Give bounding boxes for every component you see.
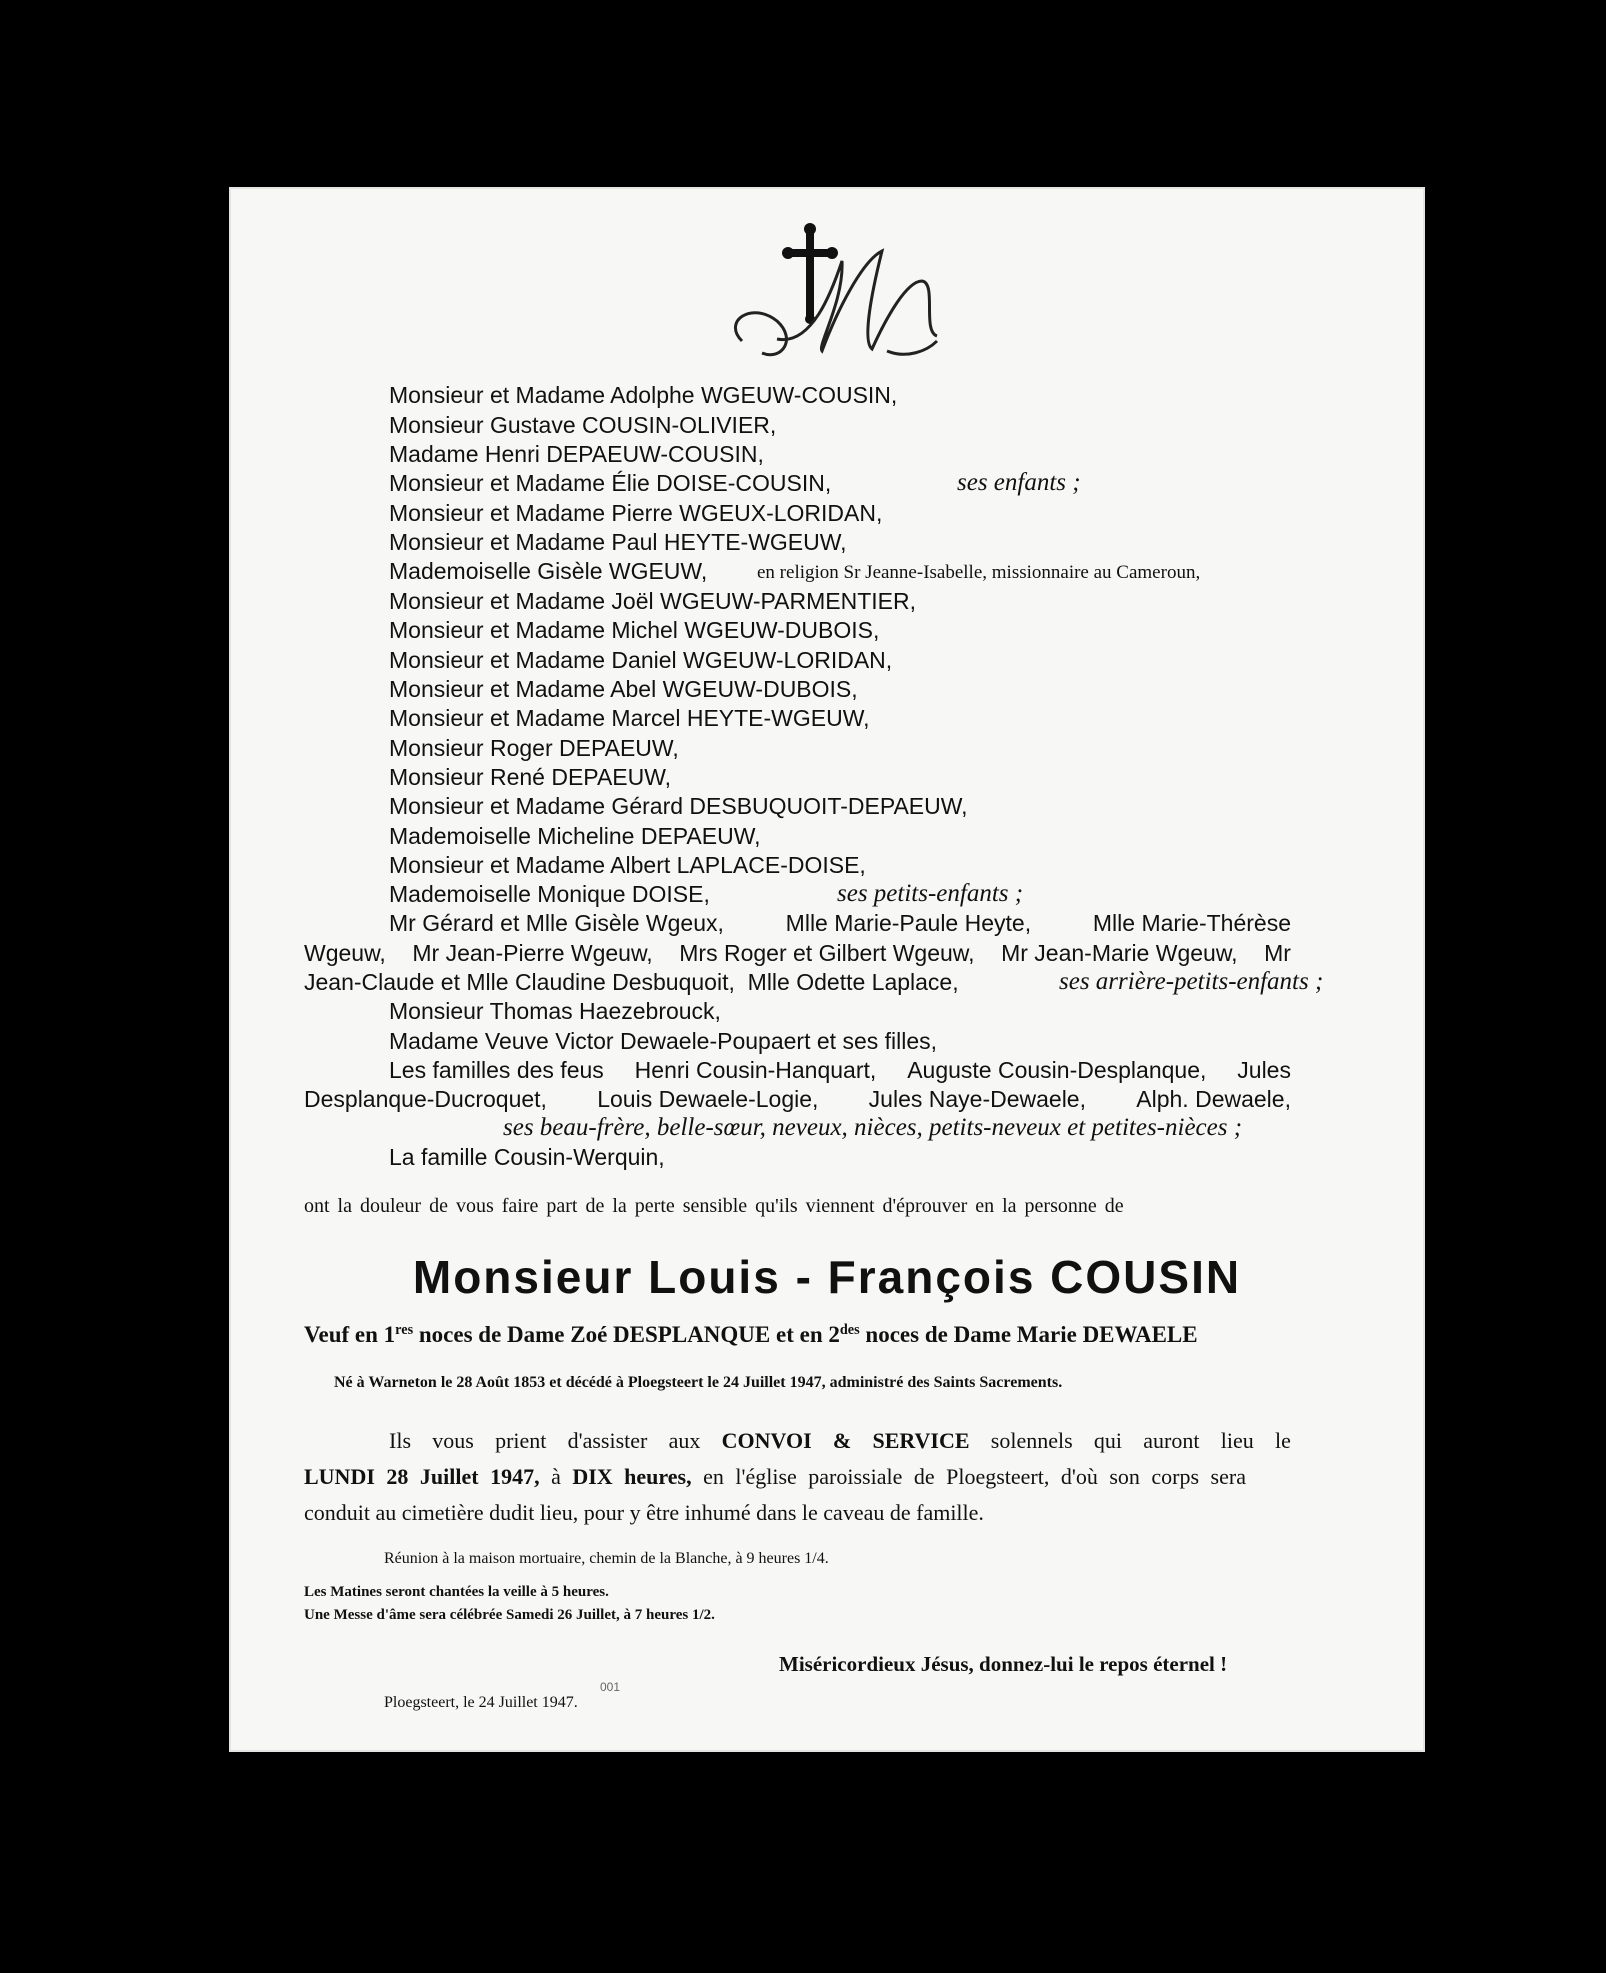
deceased-name: Monsieur Louis - François COUSIN	[412, 1251, 1242, 1303]
service-line-3: conduit au cimetière dudit lieu, pour y être inhumé dans le caveau de famille.	[304, 1500, 984, 1525]
widower-text: noces de Dame Marie DEWAELE	[859, 1322, 1198, 1347]
grandchild-line: Mademoiselle Micheline DEPAEUW,	[389, 823, 761, 849]
service-word: solennels	[990, 1428, 1073, 1453]
service-word: LUNDI	[304, 1464, 375, 1489]
obituary-card	[229, 187, 1425, 1752]
children-note: ses enfants ;	[957, 469, 1081, 496]
great-grandchild-entry: Mlle Marie-Thérèse	[1092, 910, 1291, 936]
messe-line: Une Messe d'âme sera célébrée Samedi 26 Juillet, à 7 heures 1/2.	[304, 1607, 715, 1623]
great-grandchild-entry: Jean-Claude et Mlle Claudine Desbuquoit,	[304, 969, 735, 995]
grandchild-line: Monsieur et Madame Abel WGEUW-DUBOIS,	[389, 676, 858, 702]
place-date-line: Ploegsteert, le 24 Juillet 1947.	[384, 1694, 578, 1711]
grandchildren-note: ses petits-enfants ;	[837, 880, 1024, 907]
child-line: Monsieur et Madame Élie DOISE-COUSIN,	[389, 470, 832, 496]
great-grandchild-entry: Mr Gérard et Mlle Gisèle Wgeux,	[389, 910, 724, 936]
family-entry: Les familles des feus	[389, 1057, 604, 1083]
great-grandchild-entry: Mrs Roger et Gilbert Wgeuw,	[679, 940, 975, 966]
birth-death-line: Né à Warneton le 28 Août 1853 et décédé à Ploegsteert le 24 Juillet 1947, administré des Saints Sacrements.	[334, 1374, 1063, 1391]
families-line-1	[389, 1056, 1291, 1084]
family-entry: Auguste Cousin-Desplanque,	[907, 1057, 1207, 1083]
reunion-line: Réunion à la maison mortuaire, chemin de la Blanche, à 9 heures 1/4.	[384, 1550, 829, 1567]
service-word: Juillet 1947,	[419, 1464, 540, 1489]
service-word: d'assister	[567, 1428, 648, 1453]
grandchild-line: Monsieur René DEPAEUW,	[389, 764, 672, 790]
family-entry: Jules Naye-Dewaele,	[868, 1086, 1086, 1112]
families-note: ses beau-frère, belle-sœur, neveux, nièces, petits-neveux et petites-nièces ;	[503, 1114, 1243, 1141]
service-word: &	[832, 1428, 852, 1453]
service-line-2	[304, 1463, 1291, 1491]
widower-text: Veuf en 1	[304, 1322, 396, 1347]
grandchild-line: Monsieur et Madame Albert LAPLACE-DOISE,	[389, 852, 866, 878]
matines-line: Les Matines seront chantées la veille à 5 heures.	[304, 1584, 609, 1600]
intro-text: ont la douleur de vous faire part de la perte sensible qu'ils viennent d'éprouver en la personne de	[304, 1195, 1124, 1217]
grandchild-line: Monsieur et Madame Gérard DESBUQUOIT-DEPAEUW,	[389, 793, 968, 819]
service-word: prient	[495, 1428, 547, 1453]
family-entry: Jules	[1237, 1057, 1291, 1083]
family-entry: Henri Cousin-Hanquart,	[634, 1057, 877, 1083]
grandchild-line: Monsieur et Madame Joël WGEUW-PARMENTIER,	[389, 588, 916, 614]
service-word: 28	[386, 1464, 409, 1489]
service-word: aux	[668, 1428, 701, 1453]
service-word: lieu	[1220, 1428, 1254, 1453]
great-grandchild-entry: Mr Jean-Pierre Wgeuw,	[412, 940, 653, 966]
religion-note: en religion Sr Jeanne-Isabelle, missionnaire au Cameroun,	[757, 562, 1201, 583]
relative-line: Monsieur Thomas Haezebrouck,	[389, 998, 721, 1024]
grandchild-line: Monsieur Roger DEPAEUW,	[389, 735, 679, 761]
prayer-line: Miséricordieux Jésus, donnez-lui le repos éternel !	[779, 1652, 1228, 1676]
great-grandchild-entry: Mr	[1264, 940, 1291, 966]
cross-icon	[782, 223, 838, 324]
service-word: vous	[432, 1428, 474, 1453]
page-mark: 001	[600, 1680, 621, 1694]
ordinal-sup: des	[839, 1322, 860, 1339]
service-word: le	[1275, 1428, 1291, 1453]
monogram-m-with-cross	[722, 221, 952, 371]
great-grandchildren-line-3	[304, 968, 959, 996]
child-line: Madame Henri DEPAEUW-COUSIN,	[389, 441, 764, 467]
grandchild-line: Mademoiselle Monique DOISE,	[389, 881, 710, 907]
great-grandchildren-note: ses arrière-petits-enfants ;	[1059, 968, 1324, 995]
service-line-1	[389, 1427, 1291, 1455]
families-line-2	[304, 1085, 1291, 1113]
service-word: auront	[1143, 1428, 1200, 1453]
m-letter-flourish	[735, 251, 937, 355]
great-grandchild-entry: Wgeuw,	[304, 940, 386, 966]
great-grandchildren-line-2	[304, 939, 1291, 967]
service-word: d'où son corps sera	[1060, 1464, 1246, 1489]
ordinal-sup: res	[395, 1322, 414, 1339]
great-grandchild-entry: Mlle Marie-Paule Heyte,	[785, 910, 1032, 936]
widower-line	[304, 1321, 1198, 1349]
family-entry: Alph. Dewaele,	[1136, 1086, 1291, 1112]
service-word: en l'église paroissiale de Ploegsteert,	[703, 1464, 1050, 1489]
child-line: Monsieur et Madame Adolphe WGEUW-COUSIN,	[389, 382, 898, 408]
great-grandchildren-line-1	[389, 909, 1291, 937]
grandchild-line: Monsieur et Madame Paul HEYTE-WGEUW,	[389, 529, 847, 555]
great-grandchild-entry: Mr Jean-Marie Wgeuw,	[1001, 940, 1238, 966]
service-word: SERVICE	[872, 1428, 970, 1453]
relative-line: La famille Cousin-Werquin,	[389, 1144, 665, 1170]
service-word: qui	[1093, 1428, 1123, 1453]
grandchild-line: Monsieur et Madame Michel WGEUW-DUBOIS,	[389, 617, 880, 643]
family-entry: Desplanque-Ducroquet,	[304, 1086, 547, 1112]
family-entry: Louis Dewaele-Logie,	[597, 1086, 819, 1112]
service-word: DIX heures,	[572, 1464, 692, 1489]
monogram-letter: M	[872, 366, 873, 367]
great-grandchild-entry: Mlle Odette Laplace,	[747, 969, 959, 995]
relative-line: Madame Veuve Victor Dewaele-Poupaert et ses filles,	[389, 1028, 938, 1054]
service-word: CONVOI	[721, 1428, 812, 1453]
grandchild-line: Monsieur et Madame Marcel HEYTE-WGEUW,	[389, 705, 870, 731]
service-word: Ils	[389, 1428, 411, 1453]
grandchild-line: Mademoiselle Gisèle WGEUW,	[389, 558, 708, 584]
grandchild-line: Monsieur et Madame Daniel WGEUW-LORIDAN,	[389, 647, 893, 673]
grandchild-line: Monsieur et Madame Pierre WGEUX-LORIDAN,	[389, 500, 883, 526]
widower-text: noces de Dame Zoé DESPLANQUE et en 2	[413, 1322, 840, 1347]
child-line: Monsieur Gustave COUSIN-OLIVIER,	[389, 412, 777, 438]
service-word: à	[551, 1464, 561, 1489]
